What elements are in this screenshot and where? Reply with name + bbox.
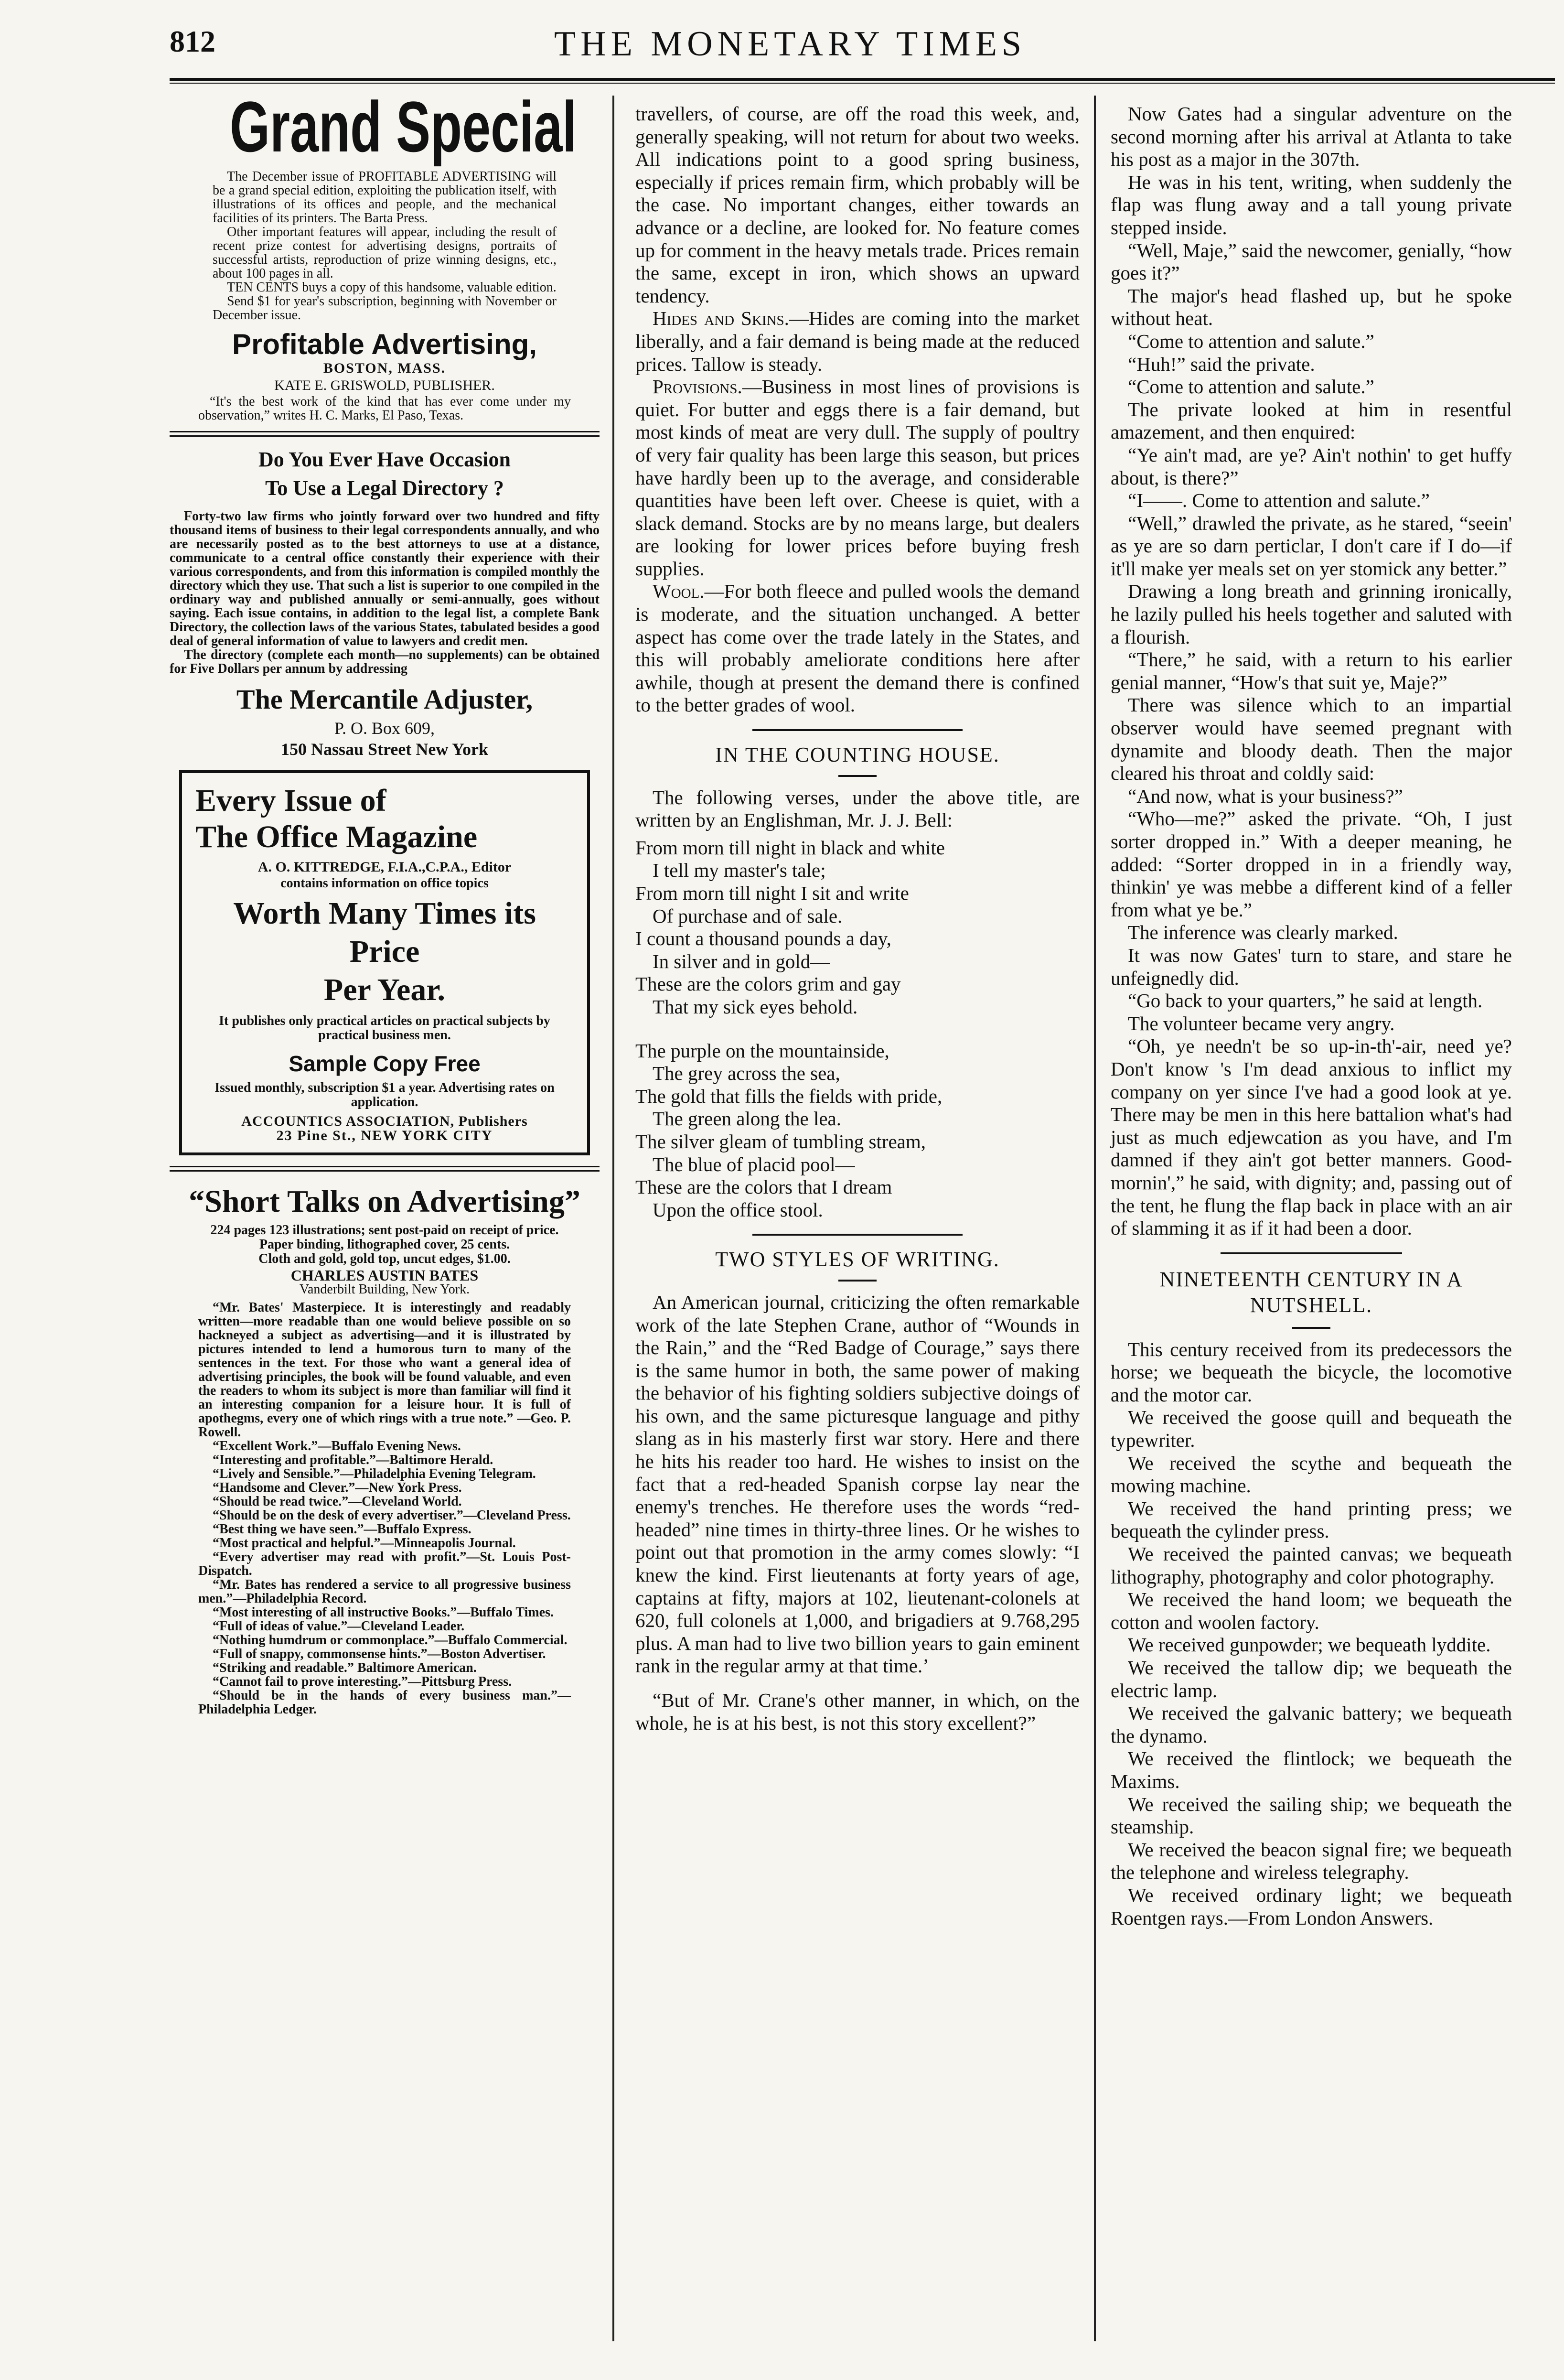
nutshell-item: We received the hand loom; we bequeath the cotton and woolen factory. xyxy=(1111,1588,1512,1633)
ad-title: To Use a Legal Directory ? xyxy=(265,476,504,500)
nutshell-item: We received the tallow dip; we bequeath the electric lamp. xyxy=(1111,1657,1512,1702)
ad-company-name: The Mercantile Adjuster, xyxy=(236,684,533,715)
ad-text: 224 pages 123 illustrations; sent post-paid on receipt of price. xyxy=(210,1223,559,1238)
ad-grand-special xyxy=(170,88,600,422)
ad-quote: “Nothing humdrum or commonplace.”—Buffalo Commercial. xyxy=(213,1633,568,1648)
masthead: THE MONETARY TIMES xyxy=(554,24,1027,64)
ad-address: Vanderbilt Building, New York. xyxy=(299,1282,470,1297)
ad-quote-list xyxy=(198,1439,571,1716)
poem-line: From morn till night I sit and write xyxy=(635,882,909,904)
ad-quote: “Mr. Bates has rendered a service to all progressive business men.”—Philadelphia Record. xyxy=(198,1577,571,1606)
paragraph-body: —Business in most lines of provisions is quiet. For butter and eggs there is a fair demand, but most kinds of meat are very dull. The supply of poultry of very fair quality has been large this season, but prices have hardly been up to the average, and considerable quantities have been left over. Cheese is quiet, with a slack demand. Stocks are by no means large, but dealers are looking for lower prices before buying fresh supplies. xyxy=(635,376,1080,580)
story-paragraph: The volunteer became very angry. xyxy=(1128,1012,1395,1034)
poem-line: The grey across the sea, xyxy=(653,1062,840,1085)
story-paragraph: “And now, what is your business?” xyxy=(1128,785,1403,807)
poem-line: The green along the lea. xyxy=(653,1108,842,1130)
ad-separator xyxy=(170,1166,600,1172)
paragraph: “But of Mr. Crane's other manner, in which, on the whole, he is at his best, is not this story excellent?” xyxy=(635,1689,1080,1734)
ad-author: CHARLES AUSTIN BATES xyxy=(290,1267,479,1284)
story-paragraph: The private looked at him in resentful amazement, and then enquired: xyxy=(1111,398,1512,443)
nutshell-item: We received the flintlock; we bequeath the Maxims. xyxy=(1111,1747,1512,1792)
ad-legal-directory xyxy=(170,445,600,760)
ad-quote: “Full of ideas of value.”—Cleveland Leader. xyxy=(213,1619,465,1634)
nutshell-item: We received gunpowder; we bequeath lyddite. xyxy=(1128,1634,1491,1656)
story-paragraph: Drawing a long breath and grinning ironically, he lazily pulled his heels together and saluted with a flourish. xyxy=(1111,580,1512,648)
story-paragraph: “There,” he said, with a return to his earlier genial manner, “How's that suit ye, Maje?” xyxy=(1111,648,1512,693)
story-paragraph: “Well,” drawled the private, as he stared, “seein' as ye are so darn perticlar, I don't care if I do—if it'll make yer meals set on yer stomick any better.” xyxy=(1111,512,1512,580)
ad-offer: Sample Copy Free xyxy=(289,1051,481,1076)
story-paragraph: “Come to attention and salute.” xyxy=(1128,376,1374,398)
right-column xyxy=(1111,103,1512,1929)
header-rule xyxy=(170,78,1555,81)
section-title: TWO STYLES OF WRITING. xyxy=(715,1248,1000,1271)
poem-stanza xyxy=(635,1040,1080,1222)
ad-separator xyxy=(170,431,600,437)
poem-line: I tell my master's tale; xyxy=(653,859,826,882)
nutshell-item: This century received from its predecessors the horse; we bequeath the bicycle, the locomotive and the motor car. xyxy=(1111,1338,1512,1406)
story-paragraph: There was silence which to an impartial observer would have seemed pregnant with dynamite and bloody death. Then the major cleared his throat and coldly said: xyxy=(1111,694,1512,785)
ad-quote: “Should be read twice.”—Cleveland World. xyxy=(213,1494,462,1509)
page-number: 812 xyxy=(170,24,215,58)
story-paragraph: It was now Gates' turn to stare, and stare he unfeignedly did. xyxy=(1111,944,1512,989)
paragraph: The following verses, under the above title, are written by an Englishman, Mr. J. J. Bell: xyxy=(635,786,1080,831)
poem-line: That my sick eyes behold. xyxy=(653,995,858,1018)
ad-quote: “Interesting and profitable.”—Baltimore Herald. xyxy=(213,1453,493,1467)
ad-quote: “Most practical and helpful.”—Minneapolis Journal. xyxy=(213,1536,516,1551)
story-paragraph: “Come to attention and salute.” xyxy=(1128,330,1374,352)
ad-quote: “Excellent Work.”—Buffalo Evening News. xyxy=(213,1439,461,1454)
header-rule-thin xyxy=(170,83,1555,84)
story xyxy=(1111,103,1512,1240)
story-paragraph: “Oh, ye needn't be so up-in-th'-air, need ye? Don't know 's I'm dead anxious to inflict my company on yer since I've had a good look at ye. There may be men in this here battalion what's had just as much edjewcation as you have, and I'm damned if they ain't got better manners. Good-mornin',” he said, with dignity; and, passing out of the tent, he flung the flap back in place with an air of slamming it as if it had been a door. xyxy=(1111,1035,1512,1239)
poem-line: The blue of placid pool— xyxy=(653,1153,855,1175)
paragraph: travellers, of course, are off the road this week, and, generally speaking, will not return for about two weeks. All indications point to a good spring business, especially if prices remain firm, which probably will be the case. No important changes, either towards an advance or a decline, are looked for. No feature comes up for comment in the heavy metals trade. Prices remain the same, except in iron, which shows an upward tendency. xyxy=(635,103,1080,307)
story-paragraph: He was in his tent, writing, when suddenly the flap was flung away and a tall young private stepped inside. xyxy=(1111,171,1512,238)
paragraph-body: —Hides are coming into the market liberally, and a fair demand is being made at the reduced prices. Tallow is steady. xyxy=(635,307,1080,375)
nutshell-item: We received ordinary light; we bequeath Roentgen rays.—From London Answers. xyxy=(1111,1884,1512,1929)
ad-headline: Per Year. xyxy=(323,972,446,1007)
page-header xyxy=(0,19,1564,81)
ad-quote: “Most interesting of all instructive Books.”—Buffalo Times. xyxy=(213,1605,554,1620)
ad-title: Grand Special xyxy=(230,86,577,167)
ad-quote: “Best thing we have seen.”—Buffalo Express. xyxy=(213,1522,471,1537)
nutshell-item: We received the goose quill and bequeath the typewriter. xyxy=(1111,1406,1512,1452)
nutshell-item: We received the sailing ship; we bequeath the steamship. xyxy=(1111,1793,1512,1838)
nutshell-list xyxy=(1111,1338,1512,1929)
poem-line: The gold that fills the fields with pride, xyxy=(635,1085,943,1107)
title-dash xyxy=(1292,1327,1330,1329)
ad-text: Send $1 for year's subscription, beginning with November or December issue. xyxy=(213,294,557,323)
ad-title: The Office Magazine xyxy=(195,819,478,854)
story-paragraph: The inference was clearly marked. xyxy=(1128,921,1398,944)
ad-editor: A. O. KITTREDGE, F.I.A.,C.P.A., Editor xyxy=(257,859,512,875)
paragraph-heading: Hides and Skins. xyxy=(653,307,789,330)
paragraph-hides xyxy=(635,307,1080,376)
ad-review: “Mr. Bates' Masterpiece. It is interestingly and readably written—more readable than one would believe possible on so hackneyed a subject as advertising—and it is illustrated by pictures intended to lend a humorous turn to many of the sentences in the text. For those who want a general idea of advertising principles, the book will be found valuable, and even the readers to whom its subject is more than familiar will find it an interesting companion for a leisure hour. It is full of apothegms, every one of which rings with a true note.” —Geo. P. Rowell. xyxy=(198,1300,571,1440)
nutshell-item: We received the galvanic battery; we bequeath the dynamo. xyxy=(1111,1702,1512,1747)
ad-title: Every Issue of xyxy=(195,783,386,818)
ad-text: Other important features will appear, including the result of recent prize contest for advertising designs, portraits of successful artists, reproduction of prize winning designs, etc., about 100 pages in all. xyxy=(213,225,557,281)
paragraph-provisions xyxy=(635,376,1080,580)
ad-address: P. O. Box 609, xyxy=(334,719,435,738)
poem-line: These are the colors that I dream xyxy=(635,1176,892,1198)
paragraph-wool xyxy=(635,580,1080,717)
poem-line: Of purchase and of sale. xyxy=(653,905,843,927)
story-paragraph: Now Gates had a singular adventure on the second morning after his arrival at Atlanta to take his post as a major in the 307th. xyxy=(1111,103,1512,171)
poem-line: Upon the office stool. xyxy=(653,1198,823,1221)
ad-title: Do You Ever Have Occasion xyxy=(258,448,511,471)
column-divider xyxy=(1094,96,1096,2341)
ad-headline: Worth Many Times its Price xyxy=(233,896,536,969)
ad-text: The directory (complete each month—no supplements) can be obtained for Five Dollars per annum by addressing xyxy=(170,647,600,676)
ad-title: “Short Talks on Advertising” xyxy=(189,1184,580,1219)
ad-quote: “Cannot fail to prove interesting.”—Pittsburg Press. xyxy=(213,1674,512,1689)
nutshell-item: We received the scythe and bequeath the mowing machine. xyxy=(1111,1452,1512,1497)
nutshell-item: We received the hand printing press; we bequeath the cylinder press. xyxy=(1111,1497,1512,1542)
section-title: NINETEENTH CENTURY IN A NUTSHELL. xyxy=(1159,1267,1463,1317)
ad-quote: “Handsome and Clever.”—New York Press. xyxy=(213,1480,462,1495)
ad-quote: “Striking and readable.” Baltimore American. xyxy=(213,1660,477,1675)
ad-quote: “Full of snappy, commonsense hints.”—Boston Advertiser. xyxy=(213,1647,546,1661)
poem-line: I count a thousand pounds a day, xyxy=(635,927,891,950)
section-divider xyxy=(1221,1252,1402,1254)
ad-address: 23 Pine St., NEW YORK CITY xyxy=(276,1128,493,1143)
paragraph: An American journal, criticizing the often remarkable work of the late Stephen Crane, author of “Wounds in the Rain,” and the “Red Badge of Courage,” says there is the same humor in both, the same power of making the behavior of his fighting soldiers subjective doings of his own, and the same picturesque language and pithy slang as in his masterly first war story. Here and there he hits his reader too hard. He wishes to insist on the fact that a red-headed Spanish corpse lay near the enemy's trenches. He therefore uses the words “red-headed” nine times in thirty-three lines. Or he wishes to point out that promotion in the army comes slowly: “I knew the kind. First lieutenants at forty years of age, captains at fifty, majors at 102, lieutenant-colonels at 620, full colonels at 1,000, and brigadiers at 9.768,295 plus. A man had to live two billion years to gain eminent rank in the regular army at that time.’ xyxy=(635,1291,1080,1677)
ad-text: Issued monthly, subscription $1 a year. Advertising rates on application. xyxy=(214,1080,555,1109)
paragraph-body: —For both fleece and pulled wools the demand is moderate, and the situation unchanged. A better aspect has come over the trade lately in the States, and this will probably ameliorate conditions here after awhile, though at present the demand there is confined to the better grades of wool. xyxy=(635,580,1080,716)
story-paragraph: “I——. Come to attention and salute.” xyxy=(1128,489,1430,512)
section-divider xyxy=(752,1234,963,1236)
ad-quote: “Should be on the desk of every advertiser.”—Cleveland Press. xyxy=(213,1508,571,1523)
story-paragraph: The major's head flashed up, but he spoke without heat. xyxy=(1111,284,1512,330)
advertisement-column xyxy=(170,88,600,1716)
poem-line: From morn till night in black and white xyxy=(635,836,945,859)
column-divider xyxy=(612,96,614,2341)
ad-publisher: KATE E. GRISWOLD, PUBLISHER. xyxy=(274,377,495,393)
ad-text: Paper binding, lithographed cover, 25 cents. xyxy=(259,1237,510,1252)
middle-column xyxy=(635,103,1080,1734)
ad-address: 150 Nassau Street New York xyxy=(281,740,488,759)
ad-publication-name: Profitable Advertising, xyxy=(232,328,537,360)
section-title: IN THE COUNTING HOUSE. xyxy=(715,743,1000,767)
story-paragraph: “Huh!” said the private. xyxy=(1128,353,1315,375)
story-paragraph: “Well, Maje,” said the newcomer, genially, “how goes it?” xyxy=(1111,239,1512,284)
nutshell-item: We received the painted canvas; we bequeath lithography, photography and color photography. xyxy=(1111,1543,1512,1588)
ad-quote: “It's the best work of the kind that has ever come under my observation,” writes H. C. Marks, El Paso, Texas. xyxy=(198,394,571,423)
ad-text: TEN CENTS buys a copy of this handsome, valuable edition. xyxy=(227,280,557,295)
paragraph-heading: Provisions. xyxy=(653,376,742,398)
paragraph-heading: Wool. xyxy=(653,580,705,603)
poem-line: In silver and in gold— xyxy=(653,950,830,972)
story-paragraph: “Ye ain't mad, are ye? Ain't nothin' to get huffy about, is there?” xyxy=(1111,443,1512,489)
ad-quote: “Should be in the hands of every business man.”—Philadelphia Ledger. xyxy=(198,1688,571,1717)
section-divider xyxy=(752,729,963,731)
poem-line: The silver gleam of tumbling stream, xyxy=(635,1130,926,1152)
ad-text: It publishes only practical articles on practical subjects by practical business men. xyxy=(219,1013,550,1043)
story-paragraph: “Go back to your quarters,” he said at length. xyxy=(1128,990,1483,1012)
title-dash xyxy=(838,1280,877,1282)
ad-city: BOSTON, MASS. xyxy=(323,360,446,376)
ad-quote: “Lively and Sensible.”—Philadelphia Evening Telegram. xyxy=(213,1466,536,1481)
ad-office-magazine xyxy=(179,770,590,1155)
ad-text: contains information on office topics xyxy=(280,876,489,891)
ad-short-talks xyxy=(170,1180,600,1716)
title-dash xyxy=(838,775,877,777)
ad-text: The December issue of PROFITABLE ADVERTISING will be a grand special edition, exploiting the publication itself, with illustrations of its offices and people, and the mechanical facilities of its printers. The Barta Press. xyxy=(213,169,557,226)
ad-text: Cloth and gold, gold top, uncut edges, $1.00. xyxy=(258,1251,511,1266)
nutshell-item: We received the beacon signal fire; we bequeath the telephone and wireless telegraphy. xyxy=(1111,1838,1512,1884)
story-paragraph: “Who—me?” asked the private. “Oh, I just sorter dropped in.” With a deeper meaning, he added: “Sorter dropped in in a friendly way, thinkin' ye was mebbe a different kind of a feller from what ye be.” xyxy=(1111,808,1512,921)
poem-stanza xyxy=(635,837,1080,1019)
ad-text: Forty-two law firms who jointly forward over two hundred and fifty thousand items of business to their legal correspondents annually, and who are necessarily posted as to the best attorneys to use at a distance, communicate to a central office constantly their experience with their various correspondents, and from this information is compiled monthly the directory which they use. That such a list is superior to one compiled in the ordinary way and published annually or semi-annually, goes without saying. Each issue contains, in addition to the legal list, a complete Bank Directory, the collection laws of the various States, tabulated besides a good deal of general information of value to lawyers and credit men. xyxy=(170,509,600,648)
ad-quote: “Every advertiser may read with profit.”—St. Louis Post-Dispatch. xyxy=(198,1550,571,1578)
ad-publisher: ACCOUNTICS ASSOCIATION, Publishers xyxy=(241,1113,528,1129)
poem-line: These are the colors grim and gay xyxy=(635,973,901,995)
poem-line: The purple on the mountainside, xyxy=(635,1039,889,1062)
